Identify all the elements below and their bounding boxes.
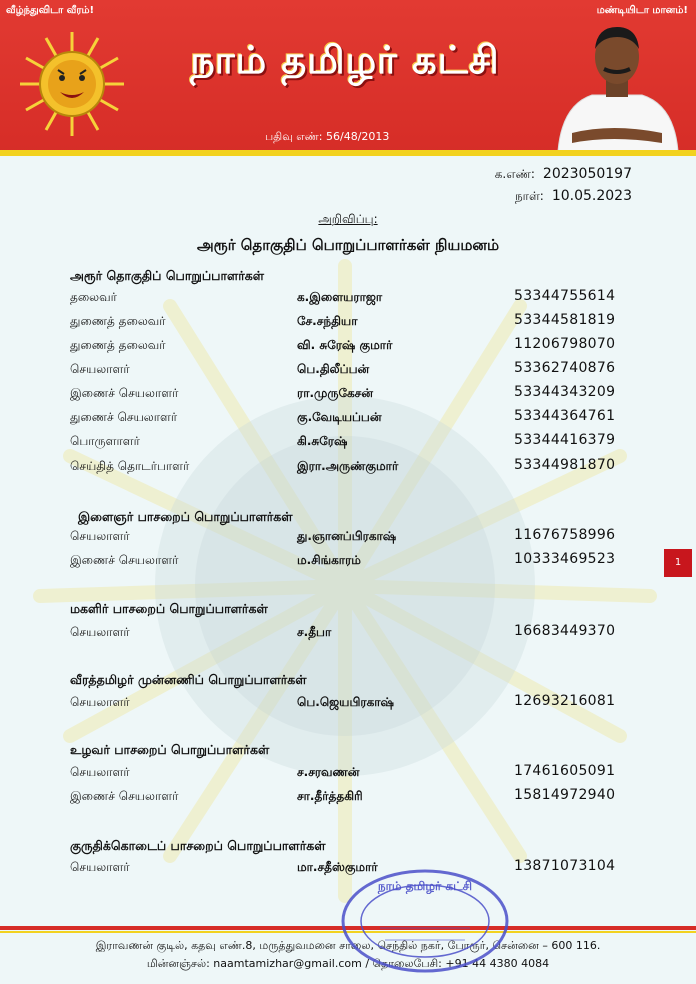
section-title: இளைஞர் பாசறைப் பொறுப்பாளர்கள் — [78, 509, 293, 524]
slogan-right: மண்டியிடா மானம்! — [596, 5, 688, 16]
footer-address: இராவணன் குடில், கதவு எண்.8, மருத்துவமனை சாலை, செந்தில் நகர், போரூர், சென்னை – 600 116. — [95, 939, 601, 952]
leader-portrait — [552, 15, 682, 151]
party-seal-stamp — [340, 868, 510, 974]
section-title: குருதிக்கொடைப் பாசறைப் பொறுப்பாளர்கள் — [70, 838, 326, 853]
reference-date: நாள்: 10.05.2023 — [514, 188, 632, 204]
table-row: செயலாளர் பெ.ஜெயபிரகாஷ் 12693216081 — [70, 693, 616, 709]
section-title: மகளிர் பாசறைப் பொறுப்பாளர்கள் — [70, 601, 268, 616]
slogan-left: வீழ்ந்துவிடா வீரம்! — [6, 5, 95, 16]
footer-contact: மின்னஞ்சல்: naamtamizhar@gmail.com / தொலைபேசி: +91 44 4380 4084 — [146, 957, 550, 970]
table-row: துணைச் செயலாளர் கு.வேடியப்பன் 53344364761 — [70, 408, 616, 424]
table-row: செயலாளர் து.ஞானப்பிரகாஷ் 11676758996 — [70, 527, 616, 543]
seal-text: நாம் தமிழர் கட்சி — [377, 879, 473, 893]
registration-number: பதிவு எண்: 56/48/2013 — [265, 130, 390, 143]
section-title: வீரத்தமிழர் முன்னணிப் பொறுப்பாளர்கள் — [70, 672, 307, 687]
tiger-emblem-icon — [18, 30, 126, 138]
table-row: இணைச் செயலாளர் ம.சிங்காரம் 10333469523 — [70, 551, 616, 567]
table-row: செயலாளர் பெ.திலீப்பன் 53362740876 — [70, 360, 616, 376]
page-number-badge: 1 — [664, 549, 692, 577]
table-row: செயலாளர் மா.சதீஸ்குமார் 13871073104 — [70, 858, 616, 874]
table-row: பொருளாளர் கி.சுரேஷ் 53344416379 — [70, 432, 616, 448]
letterhead-banner — [0, 0, 696, 154]
party-name-logo: நாம் தமிழர் கட்சி — [190, 37, 500, 82]
notice-label: அறிவிப்பு: — [318, 212, 378, 226]
section-title: உழவர் பாசறைப் பொறுப்பாளர்கள் — [70, 742, 270, 757]
table-row: இணைச் செயலாளர் ரா.முருகேசன் 53344343209 — [70, 384, 616, 400]
table-row: இணைச் செயலாளர் சா.தீர்த்தகிரி 15814972940 — [70, 787, 616, 803]
table-row: செய்தித் தொடர்பாளர் இரா.அருண்குமார் 53344981870 — [70, 457, 616, 473]
table-row: செயலாளர் ச.சரவணன் 17461605091 — [70, 763, 616, 779]
section-title: அரூர் தொகுதிப் பொறுப்பாளர்கள் — [70, 268, 265, 283]
table-row: செயலாளர் ச.தீபா 16683449370 — [70, 623, 616, 639]
table-row: தலைவர் க.இளையராஜா 53344755614 — [70, 288, 616, 304]
header-stripe — [0, 150, 696, 156]
main-title: அரூர் தொகுதிப் பொறுப்பாளர்கள் நியமனம் — [196, 236, 500, 254]
table-row: துணைத் தலைவர் சே.சந்தியா 53344581819 — [70, 312, 616, 328]
table-row: துணைத் தலைவர் வி. சுரேஷ் குமார் 11206798070 — [70, 336, 616, 352]
reference-number: க.எண்: 2023050197 — [494, 166, 632, 182]
